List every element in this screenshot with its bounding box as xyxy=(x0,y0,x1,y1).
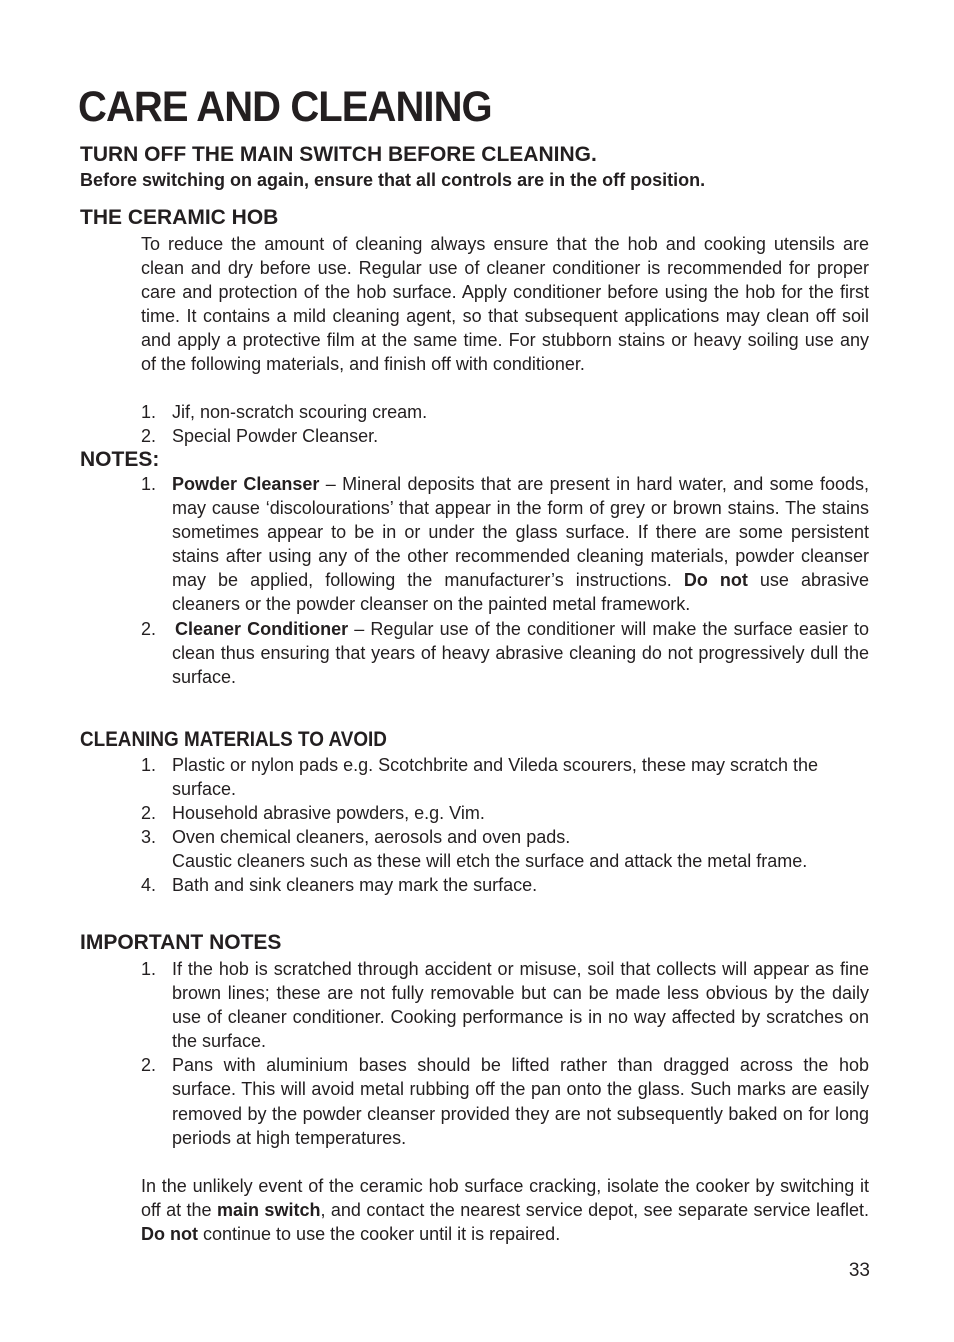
list-item-note: Caustic cleaners such as these will etch the surface and attack the metal frame. xyxy=(172,851,808,872)
list-item-text: Jif, non-scratch scouring cream. xyxy=(172,402,428,422)
list-item xyxy=(141,801,869,825)
note-text: use abrasive cleaners or the powder cleanser on the painted metal framework. xyxy=(172,570,870,615)
list-item-text: If the hob is scratched through accident or misuse, soil that collects will appear as fine brown lines; these are not fully removable but can be made less obvious by the daily use of cleaner conditioner. Cooking performance is in no way affected by scratches on the surface. xyxy=(172,959,869,1052)
list-number: 1. xyxy=(141,755,157,775)
closing-text: In the unlikely event of the ceramic hob surface cracking, isolate the cooker by switching it off at the xyxy=(141,1176,869,1221)
list-number: 2. xyxy=(141,803,157,824)
closing-text: , and contact the nearest service depot, see separate service leaflet. xyxy=(320,1200,869,1221)
note-text: – Regular use of the conditioner will make the surface easier to clean thus ensuring that years of heavy abrasive cleaning do not progressively dull the surface. xyxy=(172,618,869,687)
warning-subheading: Before switching on again, ensure that all controls are in the off position. xyxy=(80,170,706,190)
list-item xyxy=(141,957,869,1053)
notes-heading: NOTES: xyxy=(80,448,160,471)
closing-emphasis: Do not xyxy=(141,1224,198,1245)
list-item-text: Oven chemical cleaners, aerosols and oven pads. xyxy=(172,827,571,848)
closing-text: continue to use the cooker until it is repaired. xyxy=(197,1224,561,1245)
list-number: 1. xyxy=(141,474,157,494)
ceramic-hob-paragraph: To reduce the amount of cleaning always ensure that the hob and cooking utensils are clean and dry before use. Regular use of cleaner conditioner is recommended for proper care and protection of the hob surface. Apply conditioner before using the hob for the first time. It contains a mild cleaning agent, so that subsequent applications may clean off soil and apply a protective film at the same time. For stubborn stains or heavy soiling use any of the following materials, and finish off with conditioner. xyxy=(141,234,869,375)
ceramic-hob-list xyxy=(141,400,869,448)
list-number: 2. xyxy=(141,618,157,639)
list-item-text: Special Powder Cleanser. xyxy=(172,426,379,447)
list-item xyxy=(141,400,869,424)
list-item-text: Plastic or nylon pads e.g. Scotchbrite and Vileda scourers, these may scratch the surface. xyxy=(172,755,819,800)
list-number: 3. xyxy=(141,827,157,848)
closing-paragraph xyxy=(141,1174,869,1246)
list-number: 2. xyxy=(141,1055,157,1076)
list-item xyxy=(141,1053,869,1149)
page-number: 33 xyxy=(848,1260,870,1281)
note-emphasis: Do not xyxy=(683,570,748,591)
list-item xyxy=(141,472,869,617)
list-item xyxy=(141,617,869,689)
list-number: 4. xyxy=(141,875,157,896)
important-heading: IMPORTANT NOTES xyxy=(80,931,282,954)
list-item xyxy=(141,873,869,897)
list-item-text: Bath and sink cleaners may mark the surface. xyxy=(172,875,538,896)
list-number: 1. xyxy=(141,959,157,979)
list-item xyxy=(141,424,869,448)
list-item xyxy=(141,825,869,873)
avoid-heading: CLEANING MATERIALS TO AVOID xyxy=(80,728,387,751)
important-list xyxy=(141,957,869,1150)
ceramic-hob-heading: THE CERAMIC HOB xyxy=(80,206,279,229)
note-term: Powder Cleanser xyxy=(172,474,320,494)
list-item-text: Pans with aluminium bases should be lifted rather than dragged across the hob surface. This will avoid metal rubbing off the pan onto the glass. Such marks are easily removed by the powder cleanser provided they are not subsequently baked on for long periods at high temperatures. xyxy=(172,1055,869,1148)
closing-emphasis: main switch xyxy=(217,1200,321,1221)
list-number: 2. xyxy=(141,426,157,447)
notes-list xyxy=(141,472,869,689)
note-text: – Mineral deposits that are present in hard water, and some foods, may cause ‘discolourations’ that appear in the form of grey or brown stains. The stains sometimes appear to be in or under the glass surface. If there are some persistent stains after using any of the other recommended cleaning materials, powder cleanser may be applied, following the manufacturer’s instructions. xyxy=(172,474,869,591)
list-number: 1. xyxy=(141,402,157,422)
page-title: CARE AND CLEANING xyxy=(78,83,492,131)
list-item xyxy=(141,753,869,801)
avoid-list xyxy=(141,753,869,898)
list-item-text: Household abrasive powders, e.g. Vim. xyxy=(172,803,485,824)
warning-heading: TURN OFF THE MAIN SWITCH BEFORE CLEANING. xyxy=(80,143,597,166)
note-term: Cleaner Conditioner xyxy=(175,618,349,639)
